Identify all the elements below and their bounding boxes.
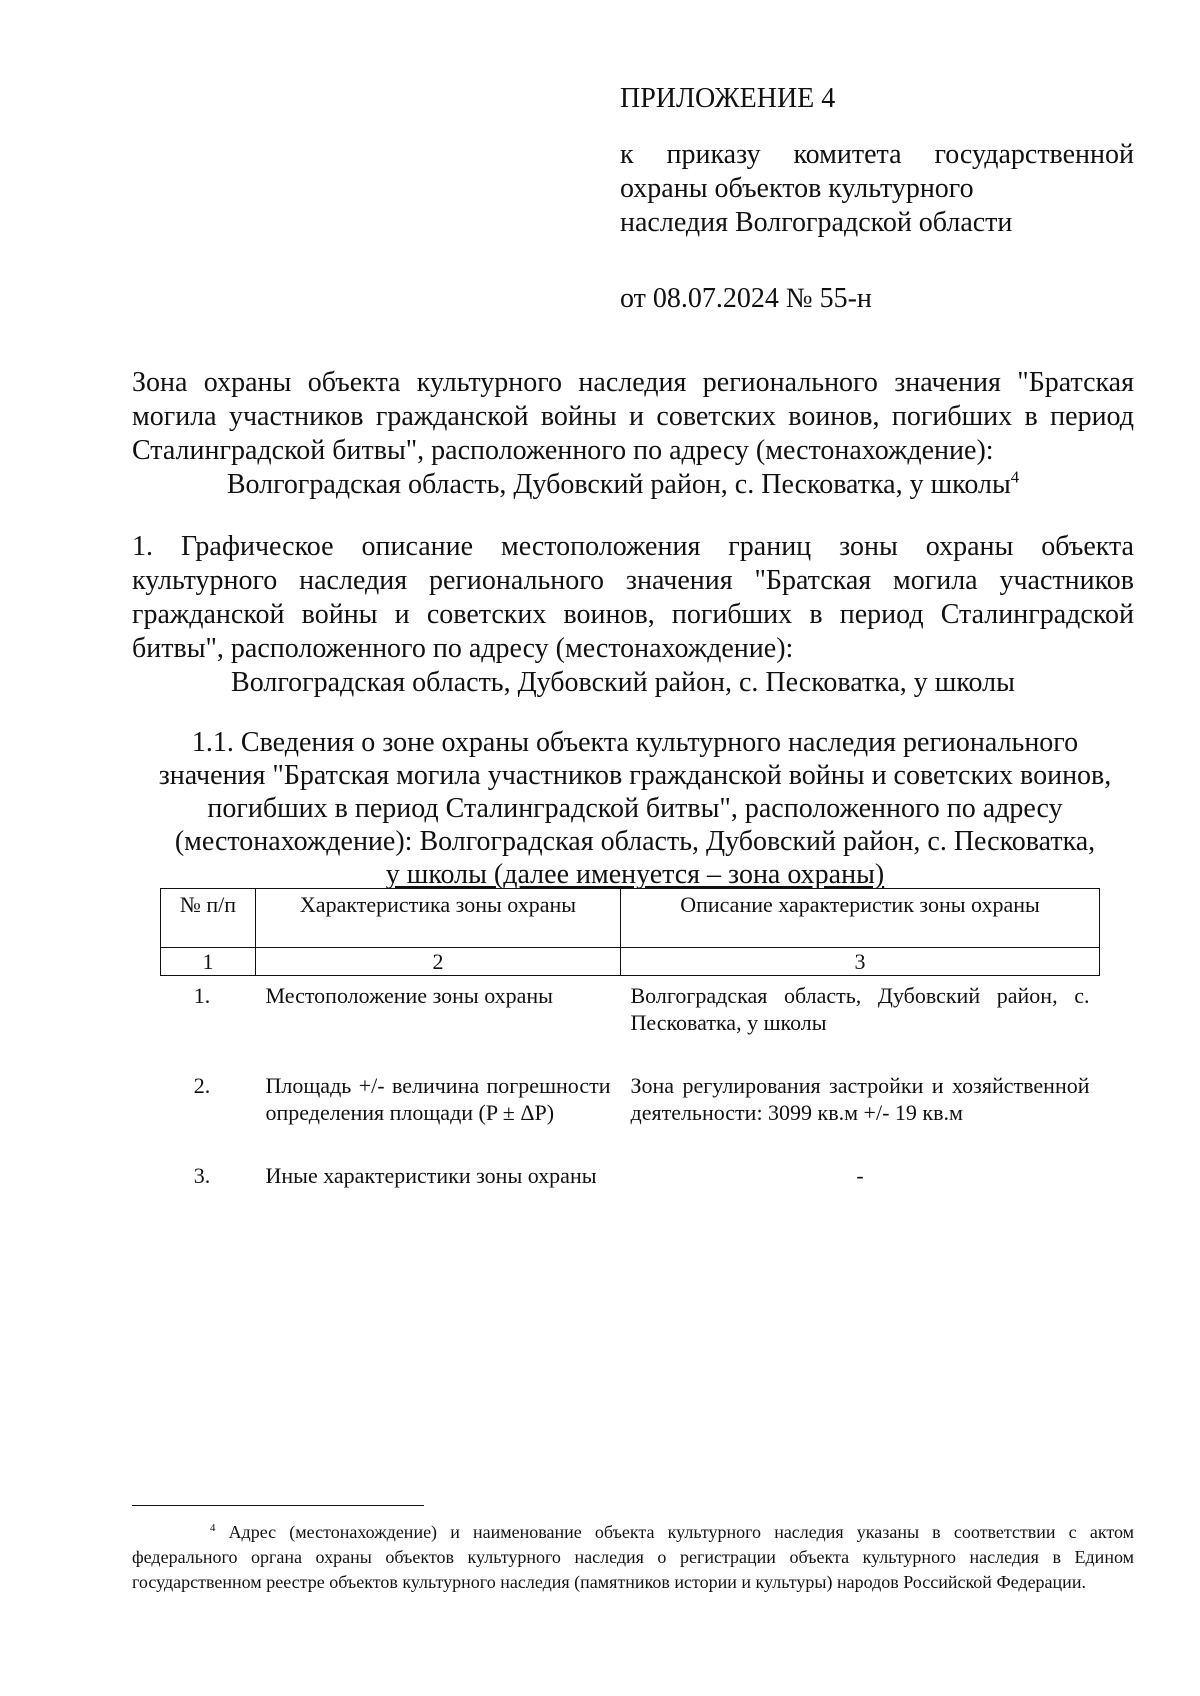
- table-row: [161, 1156, 1100, 1219]
- graphic-description-address: Волгоградская область, Дубовский район, с. Песковатка, у школы: [231, 667, 1015, 698]
- zone-title-text: Зона охраны объекта культурного наследия регионального значения "Братская могила участников гражданской войны и советских воинов, погибших в период Сталинградской битвы", расположенного по адресу (местонахождение):: [132, 367, 1134, 466]
- row-description: Волгоградская область, Дубовский район, с. Песковатка, у школы: [630, 983, 1090, 1035]
- order-line-3: наследия Волгоградской области: [620, 207, 1013, 238]
- row-no: 2.: [193, 1073, 211, 1098]
- zone-title: [132, 366, 1134, 502]
- table-header-row: [161, 889, 1100, 948]
- row-characteristic: Площадь +/- величина погрешности определения площади (P ± ΔP): [265, 1073, 611, 1125]
- row-no: 3.: [193, 1163, 211, 1188]
- header-description: Описание характеристик зоны охраны: [621, 889, 1100, 948]
- order-line-1: к приказу комитета государственной: [620, 139, 1134, 170]
- order-date: от 08.07.2024 № 55-н: [620, 283, 872, 314]
- footnote: [132, 1520, 1134, 1595]
- table-row: [161, 1066, 1100, 1156]
- row-characteristic: Местоположение зоны охраны: [265, 983, 553, 1008]
- column-number-1: 1: [161, 948, 256, 976]
- zone-title-address: Волгоградская область, Дубовский район, с. Песковатка, у школы$^4$: [226, 467, 1020, 500]
- table-row: [161, 976, 1100, 1067]
- table-column-numbers: [161, 948, 1100, 976]
- row-description: Зона регулирования застройки и хозяйственной деятельности: 3099 кв.м +/- 19 кв.м: [630, 1073, 1090, 1125]
- graphic-description: [132, 530, 1134, 700]
- column-number-2: 2: [256, 948, 621, 976]
- row-characteristic: Иные характеристики зоны охраны: [265, 1163, 597, 1188]
- order-reference: [620, 138, 1134, 240]
- zone-info-heading: [150, 726, 1120, 891]
- row-description: -: [856, 1163, 864, 1188]
- header-characteristic: Характеристика зоны охраны: [256, 889, 621, 948]
- column-number-3: 3: [621, 948, 1100, 976]
- row-no: 1.: [193, 983, 211, 1008]
- graphic-description-text: 1. Графическое описание местоположения границ зоны охраны объекта культурного наследия регионального значения "Братская могила участников гражданской войны и советских воинов, погибших в период Сталинградской битвы", расположенного по адресу (местонахождение):: [132, 531, 1134, 664]
- appendix-header: [620, 82, 1134, 316]
- zone-table: [160, 888, 1100, 1219]
- footnote-separator: [132, 1505, 424, 1506]
- order-line-2: охраны объектов культурного: [620, 173, 974, 204]
- appendix-title: ПРИЛОЖЕНИЕ 4: [620, 83, 836, 114]
- footnote-reference: 4: [1010, 467, 1020, 487]
- zone-info-heading-text: 1.1. Сведения о зоне охраны объекта культурного наследия регионального значения "Братская могила участников гражданской войны и советских воинов, погибших в период Сталинградской битвы", расположенного по адресу (местонахождение): Волгоградская область, Дубовский район, с. Песковатка,: [158, 727, 1112, 857]
- footnote-mark: 4: [210, 1522, 216, 1534]
- footnote-text: Адрес (местонахождение) и наименование объекта культурного наследия указаны в соответствии с актом федерального органа охраны объектов культурного наследия о регистрации объекта культурного наследия в Едином государственном реестре объектов культурного наследия (памятников истории и культуры) народов Российской Федерации.: [132, 1522, 1134, 1592]
- header-no: № п/п: [161, 889, 256, 948]
- zone-info-heading-underlined: у школы (далее именуется – зона охраны): [385, 859, 885, 890]
